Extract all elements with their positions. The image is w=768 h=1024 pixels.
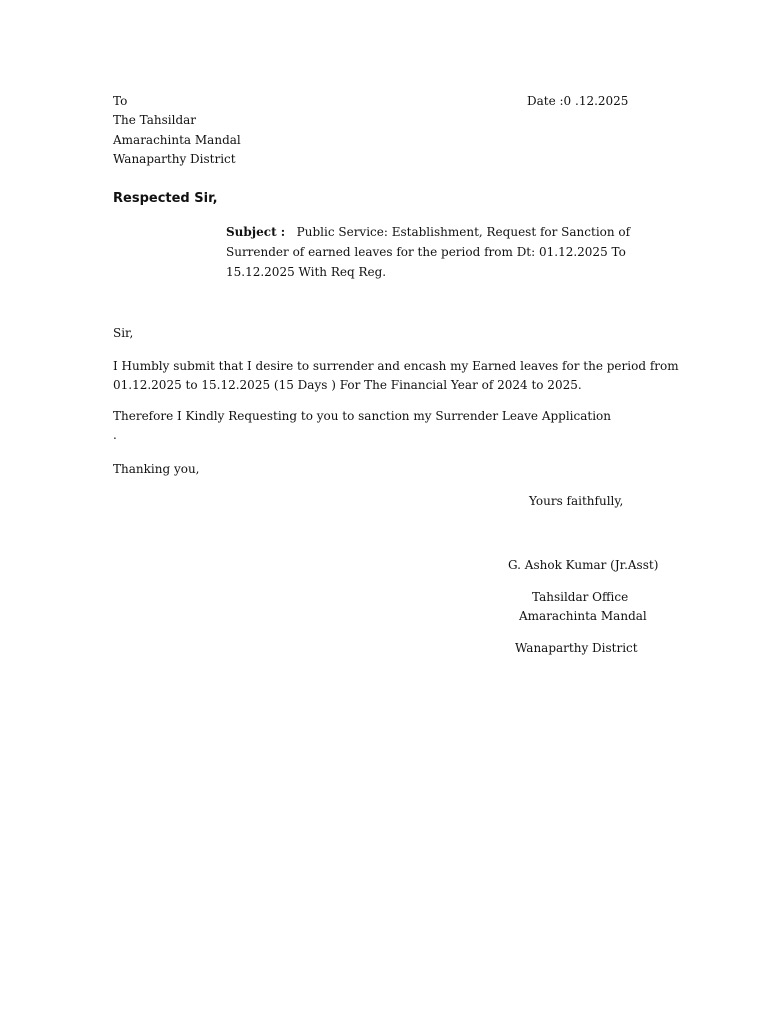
recipient-to: To: [113, 94, 128, 108]
greeting: Sir,: [113, 326, 134, 340]
signatory-district: Wanaparthy District: [515, 641, 638, 655]
subject-block: [226, 222, 656, 282]
thanking-line: Thanking you,: [113, 462, 200, 476]
subject-text: Public Service: Establishment, Request for Sanction of Surrender of earned leaves for the period from Dt: 01.12.2025 To 15.12.2025 With Req Reg.: [226, 225, 631, 279]
recipient-name: The Tahsildar: [113, 113, 197, 128]
body-paragraph-2: [113, 407, 673, 445]
salutation: Respected Sir,: [113, 191, 218, 206]
signatory-mandal: Amarachinta Mandal: [519, 609, 647, 623]
letter-date: Date :0 .12.2025: [527, 94, 629, 108]
recipient-district: Wanaparthy District: [113, 151, 236, 166]
subject-label: Subject :: [226, 225, 286, 239]
body-line: I Humbly submit that I desire to surrender and encash my Earned leaves for the period from: [113, 359, 679, 373]
body-line: 01.12.2025 to 15.12.2025 (15 Days ) For The Financial Year of 2024 to 2025.: [113, 378, 582, 392]
recipient-address: [113, 92, 241, 169]
signatory-name: G. Ashok Kumar (Jr.Asst): [508, 558, 659, 572]
body-line: Therefore I Kindly Requesting to you to sanction my Surrender Leave Application: [113, 409, 612, 423]
yours-faithfully: Yours faithfully,: [529, 494, 624, 508]
signatory-office: Tahsildar Office: [532, 590, 629, 604]
body-paragraph-1: [113, 357, 679, 395]
recipient-mandal: Amarachinta Mandal: [113, 132, 241, 147]
body-line: .: [113, 428, 117, 442]
